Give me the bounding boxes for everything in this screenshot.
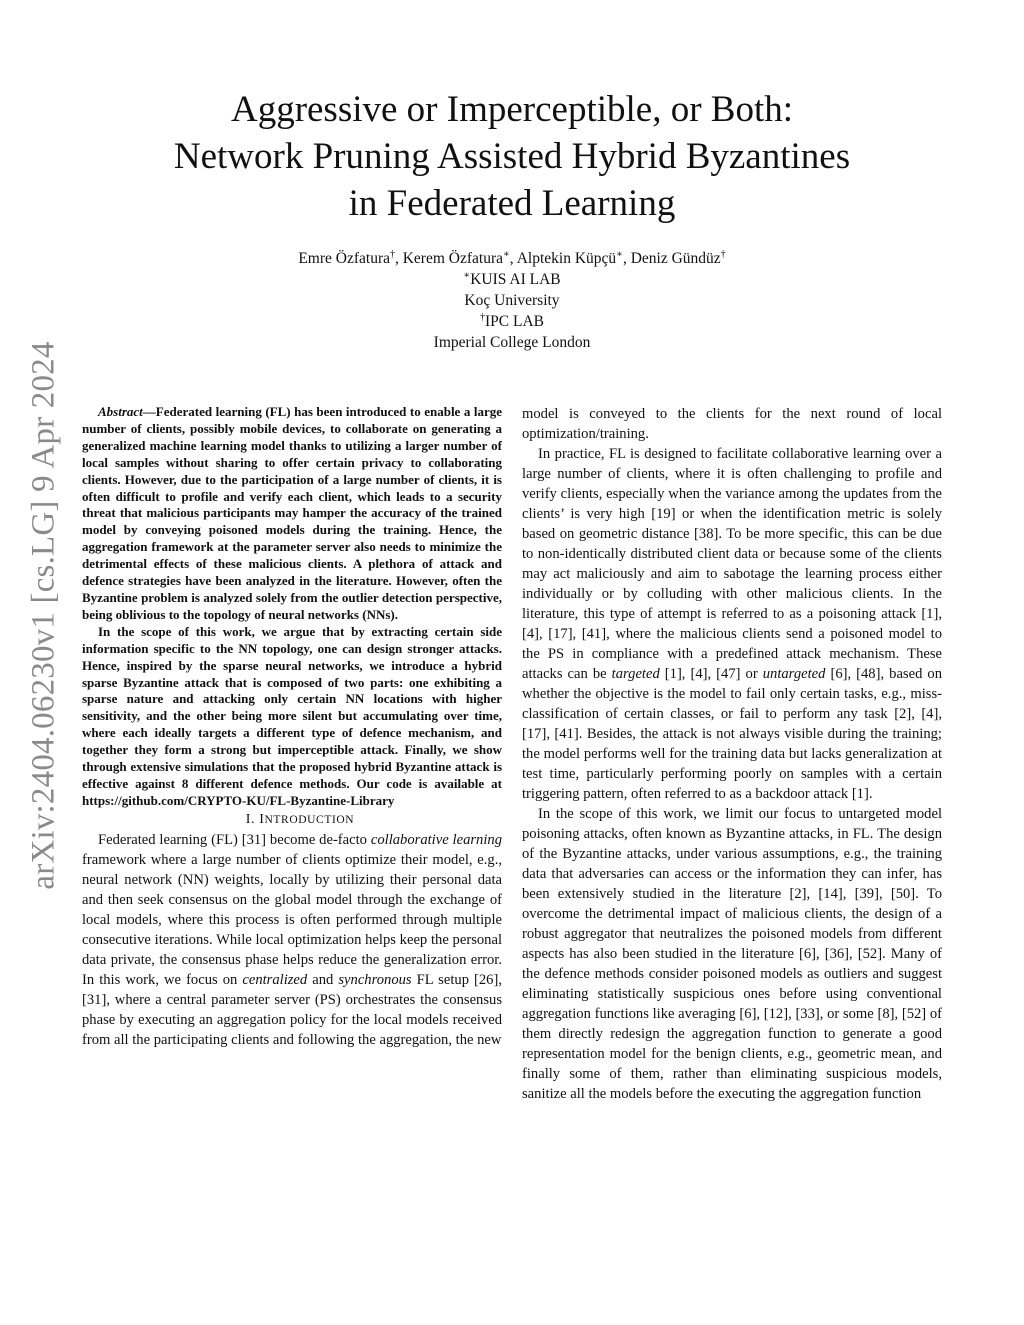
affiliation-1-lab: ∗KUIS AI LAB xyxy=(463,270,561,288)
affiliation-2-mark: † xyxy=(480,312,485,323)
abstract-paragraph-1: Abstract—Federated learning (FL) has been introduced to enable a large number of clients, possibly mobile devices, to collaborate on generating a generalized machine learning model thanks to utilizing a larger number of local samples without sharing to offer certain privacy to collaborating clients. However, due to the participation of a large number of clients, it is often difficult to profile and verify each client, which leads to a security threat that malicious participants may hamper the accuracy of the trained model by conveying poisoned models during the training. Hence, the aggregation framework at the parameter server also needs to minimize the detrimental effects of these malicious clients. A plethora of attack and defence strategies have been analyzed in the literature. However, often the Byzantine problem is analyzed solely from the outlier detection perspective, being oblivious to the topology of neural networks (NNs). xyxy=(82,404,502,622)
author-2: Kerem Özfatura xyxy=(402,250,503,267)
author-3-mark: ∗ xyxy=(616,249,623,260)
author-4: Deniz Gündüz xyxy=(630,250,721,267)
author-block xyxy=(100,248,924,353)
right-column xyxy=(522,404,942,1104)
affiliation-2-university: Imperial College London xyxy=(433,334,591,351)
author-4-mark: † xyxy=(720,249,726,260)
author-1-mark: † xyxy=(389,249,395,260)
affiliation-1-mark: ∗ xyxy=(463,270,471,281)
intro-paragraph-1-continued: model is conveyed to the clients for the next round of local optimization/training. xyxy=(522,406,942,442)
title-line-1: Aggressive or Imperceptible, or Both: xyxy=(230,89,794,130)
intro-paragraph-3: In the scope of this work, we limit our focus to untargeted model poisoning attacks, often known as Byzantine attacks, in FL. The design of the Byzantine attacks, under various assumptions, e.g., the training data that adversaries can access or the information they can infer, has been extensively studied in the literature [2], [14], [39], [50]. To overcome the detrimental impact of malicious clients, the design of a robust aggregator that neutralizes the poisoned models from different aspects has also been studied in the literature [6], [36], [52]. Many of the defence methods consider poisoned models as outliers and suggest eliminating statistically suspicious ones before using conventional aggregation functions like averaging [6], [12], [33], or some [8], [52] of them directly redesign the aggregation function to generate a good representation model for the benign clients, e.g., geometric mean, and finally some of them, rather than eliminating suspicious models, sanitize all the models before the executing the aggregation function xyxy=(522,806,942,1102)
abstract-label: Abstract xyxy=(98,404,143,419)
author-3: Alptekin Küpçü xyxy=(516,250,617,267)
arxiv-id: arXiv:2404.06230v1 [cs.LG] 9 Apr 2024 xyxy=(25,340,62,890)
author-1: Emre Özfatura xyxy=(298,250,390,267)
paper-title xyxy=(100,86,924,227)
title-line-2: Network Pruning Assisted Hybrid Byzantines xyxy=(173,136,851,177)
abstract-paragraph-2: In the scope of this work, we argue that by extracting certain side information specific to the NN topology, one can design stronger attacks. Hence, inspired by the sparse neural networks, we introduce a hybrid sparse Byzantine attack that is composed of two parts: one exhibiting a sparse nature and attacking only certain NN locations with higher sensitivity, and the other being more silent but accumulating over time, where each ideally targets a different type of defence mechanism, and together they form a strong but imperceptible attack. Finally, we show through extensive simulations that the proposed hybrid Byzantine attack is effective against 8 different defence methods. Our code is available at https://github.com/CRYPTO-KU/FL-Byzantine-Library xyxy=(82,623,502,808)
author-list: Emre Özfatura†, Kerem Özfatura∗, Alptekin Küpçü∗, Deniz Gündüz† xyxy=(298,249,726,267)
title-line-3: in Federated Learning xyxy=(348,183,676,224)
affiliation-1-university: Koç University xyxy=(464,292,560,309)
affiliation-2-lab: †IPC LAB xyxy=(480,312,544,330)
intro-paragraph-1: Federated learning (FL) [31] become de-facto collaborative learning framework where a large number of clients optimize their model, e.g., neural network (NN) weights, locally by utilizing their personal data and then seek consensus on the global model through the exchange of local models, where this process is often performed through multiple consecutive iterations. While local optimization helps keep the personal data private, the consensus phase helps reduce the generalization error. In this work, we focus on centralized and synchronous FL setup [26], [31], where a central parameter server (PS) orchestrates the consensus phase by executing an aggregation policy for the local models received from all the participating clients and following the aggregation, the new xyxy=(82,831,503,1048)
section-heading-introduction: I. INTRODUCTION xyxy=(245,811,355,827)
author-2-mark: ∗ xyxy=(503,249,510,260)
arxiv-sidebar-stamp xyxy=(22,330,66,900)
abstract xyxy=(82,404,502,810)
intro-paragraph-2: In practice, FL is designed to facilitate collaborative learning over a large number of clients, where it is often challenging to profile and verify clients, especially when the variance among the updates from the clients’ is very high [19] or when the identification metric is solely based on geometric distance [38]. To be more specific, this can be due to non-identically distributed client data or because some of the clients may act maliciously and aim to sabotage the learning process either individually or by colluding with other malicious clients. In the literature, this type of attempt is referred to as a poisoning attack [1], [4], [17], [41], where the malicious clients send a poisoned model to the PS in compliance with a predefined attack mechanism. These attacks can be targeted [1], [4], [47] or untargeted [6], [48], based on whether the objective is the model to fail only certain tasks, e.g., miss-classification of certain classes, or fail to perform any task [2], [4], [17], [41]. Besides, the attack is not always visible during the training; the model performs well for the training data but lacks generalization at test time, particularly performing poorly on samples with a certain triggering pattern, often referred to as a backdoor attack [1]. xyxy=(522,446,943,802)
left-column xyxy=(82,404,502,1050)
